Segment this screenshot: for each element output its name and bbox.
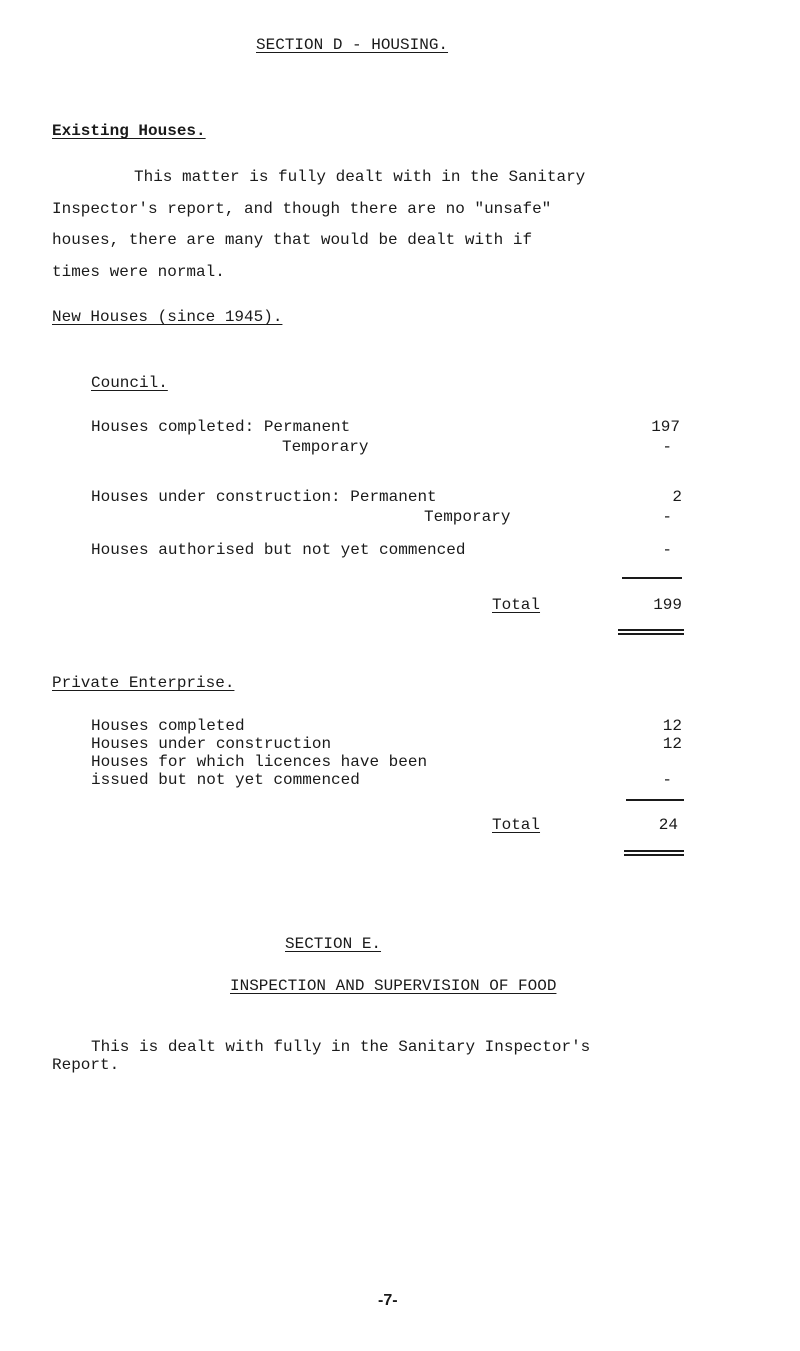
private-row-label: Houses under construction <box>91 735 332 753</box>
private-row-value: 12 <box>662 735 682 753</box>
council-total-rule <box>618 633 684 635</box>
council-row-label: Houses completed: Permanent <box>91 418 351 436</box>
section-e-paragraph-line: Report. <box>52 1056 120 1074</box>
paragraph-line: houses, there are many that would be dealt with if <box>52 231 533 249</box>
section-d-heading: SECTION D - HOUSING. <box>256 36 449 54</box>
council-row-value: - <box>662 541 672 559</box>
private-total-rule <box>624 854 684 856</box>
private-row-value: 12 <box>662 717 682 735</box>
section-e-heading: SECTION E. <box>285 935 382 953</box>
council-row-label: Houses under construction: Permanent <box>91 488 437 506</box>
council-row-value: 2 <box>672 488 682 506</box>
council-row-label: Temporary <box>424 508 511 526</box>
new-houses-heading: New Houses (since 1945). <box>52 308 283 326</box>
existing-houses-heading: Existing Houses. <box>52 122 206 140</box>
section-e-paragraph-line: This is dealt with fully in the Sanitary Inspector's <box>91 1038 591 1056</box>
council-total-rule <box>618 629 684 631</box>
existing-houses-paragraph <box>52 162 734 288</box>
council-total-label: Total <box>492 596 541 614</box>
private-row-label: Houses for which licences have been <box>91 753 428 771</box>
council-subtotal-rule <box>622 577 682 579</box>
private-subtotal-rule <box>626 799 684 801</box>
private-row-label: issued but not yet commenced <box>91 771 360 789</box>
council-row-value: - <box>662 508 672 526</box>
council-row-value: 197 <box>651 418 680 436</box>
page-number: -7- <box>378 1292 398 1309</box>
private-total-label: Total <box>492 816 541 834</box>
private-row-label: Houses completed <box>91 717 245 735</box>
council-heading: Council. <box>91 374 168 392</box>
paragraph-line: This matter is fully dealt with in the Sanitary <box>134 168 586 186</box>
private-total-value: 24 <box>658 816 678 834</box>
paragraph-line: Inspector's report, and though there are no "unsafe" <box>52 199 552 218</box>
council-row-label: Temporary <box>282 438 369 456</box>
council-row-label: Houses authorised but not yet commenced <box>91 541 466 559</box>
council-total-value: 199 <box>653 596 682 614</box>
council-row-value: - <box>662 438 672 456</box>
private-enterprise-heading: Private Enterprise. <box>52 674 235 692</box>
paragraph-line: times were normal. <box>52 262 225 281</box>
section-e-subheading: INSPECTION AND SUPERVISION OF FOOD <box>230 977 557 995</box>
private-total-rule <box>624 850 684 852</box>
private-row-value: - <box>662 771 672 789</box>
